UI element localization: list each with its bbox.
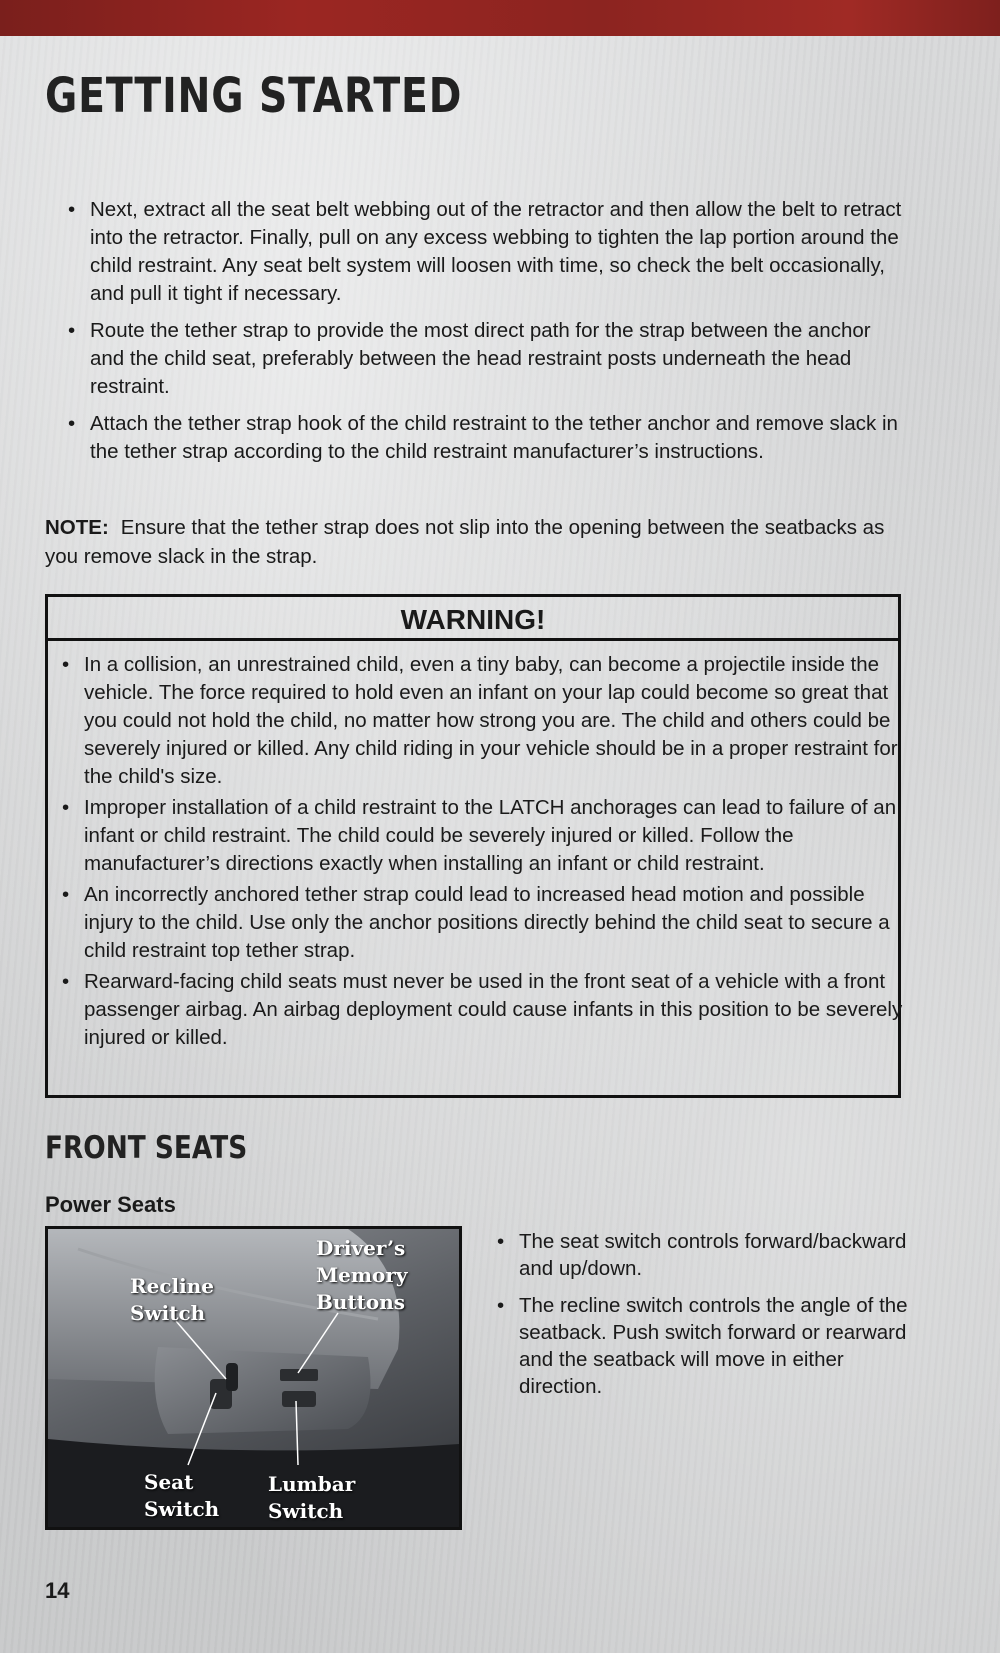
recline-switch-label: Recline Switch xyxy=(130,1274,214,1325)
list-item: • The seat switch controls forward/backward and up/down. xyxy=(497,1228,917,1282)
list-item: • Attach the tether strap hook of the child restraint to the tether anchor and remove slack in the tether strap according to the child restraint manufacturer’s instructions. xyxy=(66,410,906,466)
lumbar-switch-shape xyxy=(282,1391,316,1407)
warning-item: • An incorrectly anchored tether strap could lead to increased head motion and possible injury to the child. Use only the anchor positions directly behind the child seat to secure a child restraint top tether strap. xyxy=(62,881,904,965)
note-text: Ensure that the tether strap does not slip into the opening between the seatbacks as you remove slack in the strap. xyxy=(45,516,885,568)
warning-title: WARNING! xyxy=(48,597,898,641)
power-seat-photo xyxy=(45,1226,462,1530)
page-title: GETTING STARTED xyxy=(45,68,463,124)
floor-shape xyxy=(48,1439,459,1527)
warning-box xyxy=(45,594,901,1098)
power-seat-notes xyxy=(497,1228,917,1410)
warning-item: • In a collision, an unrestrained child, even a tiny baby, can become a projectile inside the vehicle. The force required to hold even an infant on your lap could become so great that you could not hold the child, no matter how strong you are. The child and others could be severely injured or killed. Any child riding in your vehicle should be in a proper restraint for the child's size. xyxy=(62,651,904,791)
note-label: NOTE: xyxy=(45,516,109,539)
lumbar-switch-label: Lumbar Switch xyxy=(268,1472,356,1523)
switch-panel-shape xyxy=(155,1347,371,1434)
subsection-title: Power Seats xyxy=(45,1192,176,1217)
warning-item: • Improper installation of a child restraint to the LATCH anchorages can lead to failure of an infant or child restraint. The child could be severely injured or killed. Follow the manufacturer’s directions exactly when installing an infant or child restraint. xyxy=(62,794,904,878)
instruction-list xyxy=(66,196,906,475)
note-paragraph xyxy=(45,513,915,571)
list-item: • Next, extract all the seat belt webbing out of the retractor and then allow the belt to retract into the retractor. Finally, pull on any excess webbing to tighten the lap portion around the child restraint. Any seat belt system will loosen with time, so check the belt occasionally, and pull it tight if necessary. xyxy=(66,196,906,308)
section-title: FRONT SEATS xyxy=(45,1130,248,1166)
top-banner xyxy=(0,0,1000,36)
list-item: • The recline switch controls the angle of the seatback. Push switch forward or rearward and the seatback will move in either direction. xyxy=(497,1292,917,1400)
list-item: • Route the tether strap to provide the most direct path for the strap between the anchor and the child seat, preferably between the head restraint posts underneath the head restraint. xyxy=(66,317,906,401)
page-number: 14 xyxy=(45,1578,70,1603)
seat-switch-shape xyxy=(226,1363,238,1391)
seat-switch-label: Seat Switch xyxy=(144,1470,220,1521)
drivers-memory-buttons-label: Driver’s Memory Buttons xyxy=(316,1236,408,1314)
warning-item: • Rearward-facing child seats must never be used in the front seat of a vehicle with a front passenger airbag. An airbag deployment could cause infants in this position to be severely injured or killed. xyxy=(62,968,904,1052)
warning-list xyxy=(48,641,903,1052)
